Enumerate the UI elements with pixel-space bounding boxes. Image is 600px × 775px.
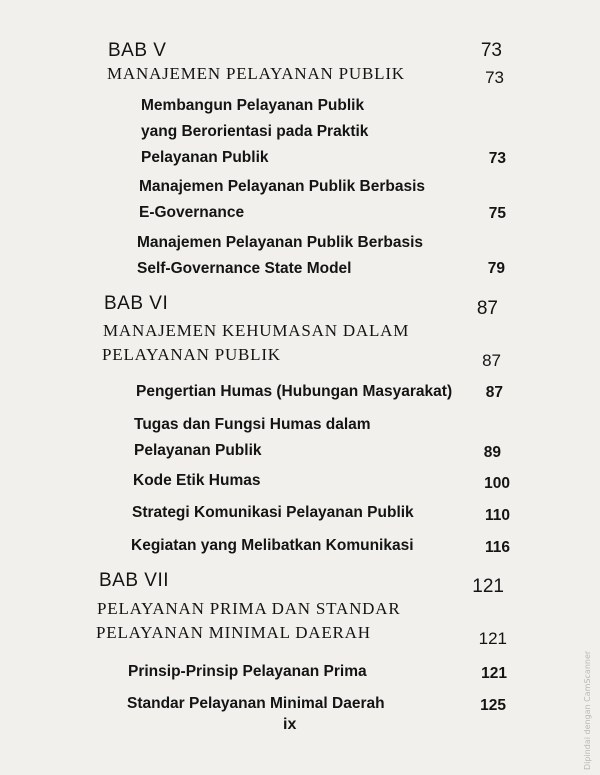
section-vii2-page: 125 xyxy=(480,697,506,714)
section-v1-line-2: yang Berorientasi pada Praktik xyxy=(141,123,369,140)
bab-vi-label: BAB VI xyxy=(104,293,169,314)
section-vi5 xyxy=(131,533,414,559)
section-vii2-line-1: Standar Pelayanan Minimal Daerah xyxy=(127,695,385,712)
section-v1-line-3: Pelayanan Publik xyxy=(141,149,269,166)
chapter-vii-title-line-2: PELAYANAN MINIMAL DAERAH xyxy=(96,623,371,642)
chapter-v-page: 73 xyxy=(485,68,504,87)
section-vi4-line-1: Strategi Komunikasi Pelayanan Publik xyxy=(132,504,414,521)
section-vi2 xyxy=(134,412,371,464)
section-v2-page: 75 xyxy=(488,205,506,222)
chapter-v-title: MANAJEMEN PELAYANAN PUBLIK xyxy=(107,64,405,83)
section-v3 xyxy=(137,230,423,282)
bab-vii-label: BAB VII xyxy=(99,570,170,591)
section-vi1 xyxy=(136,379,452,405)
section-vi3-line-1: Kode Etik Humas xyxy=(133,472,261,489)
section-vi5-line-1: Kegiatan yang Melibatkan Komunikasi xyxy=(131,537,414,554)
section-v1-page: 73 xyxy=(488,150,506,167)
section-vi5-page: 116 xyxy=(484,539,510,556)
section-vi2-line-1: Tugas dan Fungsi Humas dalam xyxy=(134,416,371,433)
section-vi2-page: 89 xyxy=(483,444,501,461)
page-number: ix xyxy=(283,716,297,733)
chapter-vi-page: 87 xyxy=(482,351,501,370)
section-vii1-line-1: Prinsip-Prinsip Pelayanan Prima xyxy=(128,663,367,680)
section-v2-line-1: Manajemen Pelayanan Publik Berbasis xyxy=(139,178,426,195)
section-vii2 xyxy=(127,691,385,717)
section-vi3 xyxy=(133,468,260,494)
section-vi4 xyxy=(132,500,414,526)
section-vi4-page: 110 xyxy=(484,507,510,524)
bab-vii-page: 121 xyxy=(472,576,504,597)
bab-v-label: BAB V xyxy=(108,40,167,61)
bab-vi-page: 87 xyxy=(476,298,498,319)
section-vi1-line-1: Pengertian Humas (Hubungan Masyarakat) xyxy=(136,383,453,400)
section-v3-line-1: Manajemen Pelayanan Publik Berbasis xyxy=(137,234,424,251)
camscanner-watermark: Dipindai dengan CamScanner xyxy=(583,650,592,770)
section-v2-line-2: E-Governance xyxy=(139,204,245,221)
chapter-vi-title-line-2: PELAYANAN PUBLIK xyxy=(102,345,281,364)
bab-v-page: 73 xyxy=(480,40,502,61)
chapter-vi-title-line-1: MANAJEMEN KEHUMASAN DALAM xyxy=(103,321,410,340)
section-vi2-line-2: Pelayanan Publik xyxy=(134,442,262,459)
section-v1 xyxy=(141,93,368,171)
section-v3-page: 79 xyxy=(487,260,505,277)
section-vii1 xyxy=(128,659,367,685)
section-vii1-page: 121 xyxy=(481,665,507,682)
section-vi3-page: 100 xyxy=(484,475,510,492)
section-v1-line-1: Membangun Pelayanan Publik xyxy=(141,97,365,114)
section-vi1-page: 87 xyxy=(485,384,503,401)
chapter-vii-page: 121 xyxy=(478,629,507,648)
section-v2 xyxy=(139,174,425,226)
chapter-vii-title-line-1: PELAYANAN PRIMA DAN STANDAR xyxy=(97,599,401,618)
section-v3-line-2: Self-Governance State Model xyxy=(137,260,352,277)
